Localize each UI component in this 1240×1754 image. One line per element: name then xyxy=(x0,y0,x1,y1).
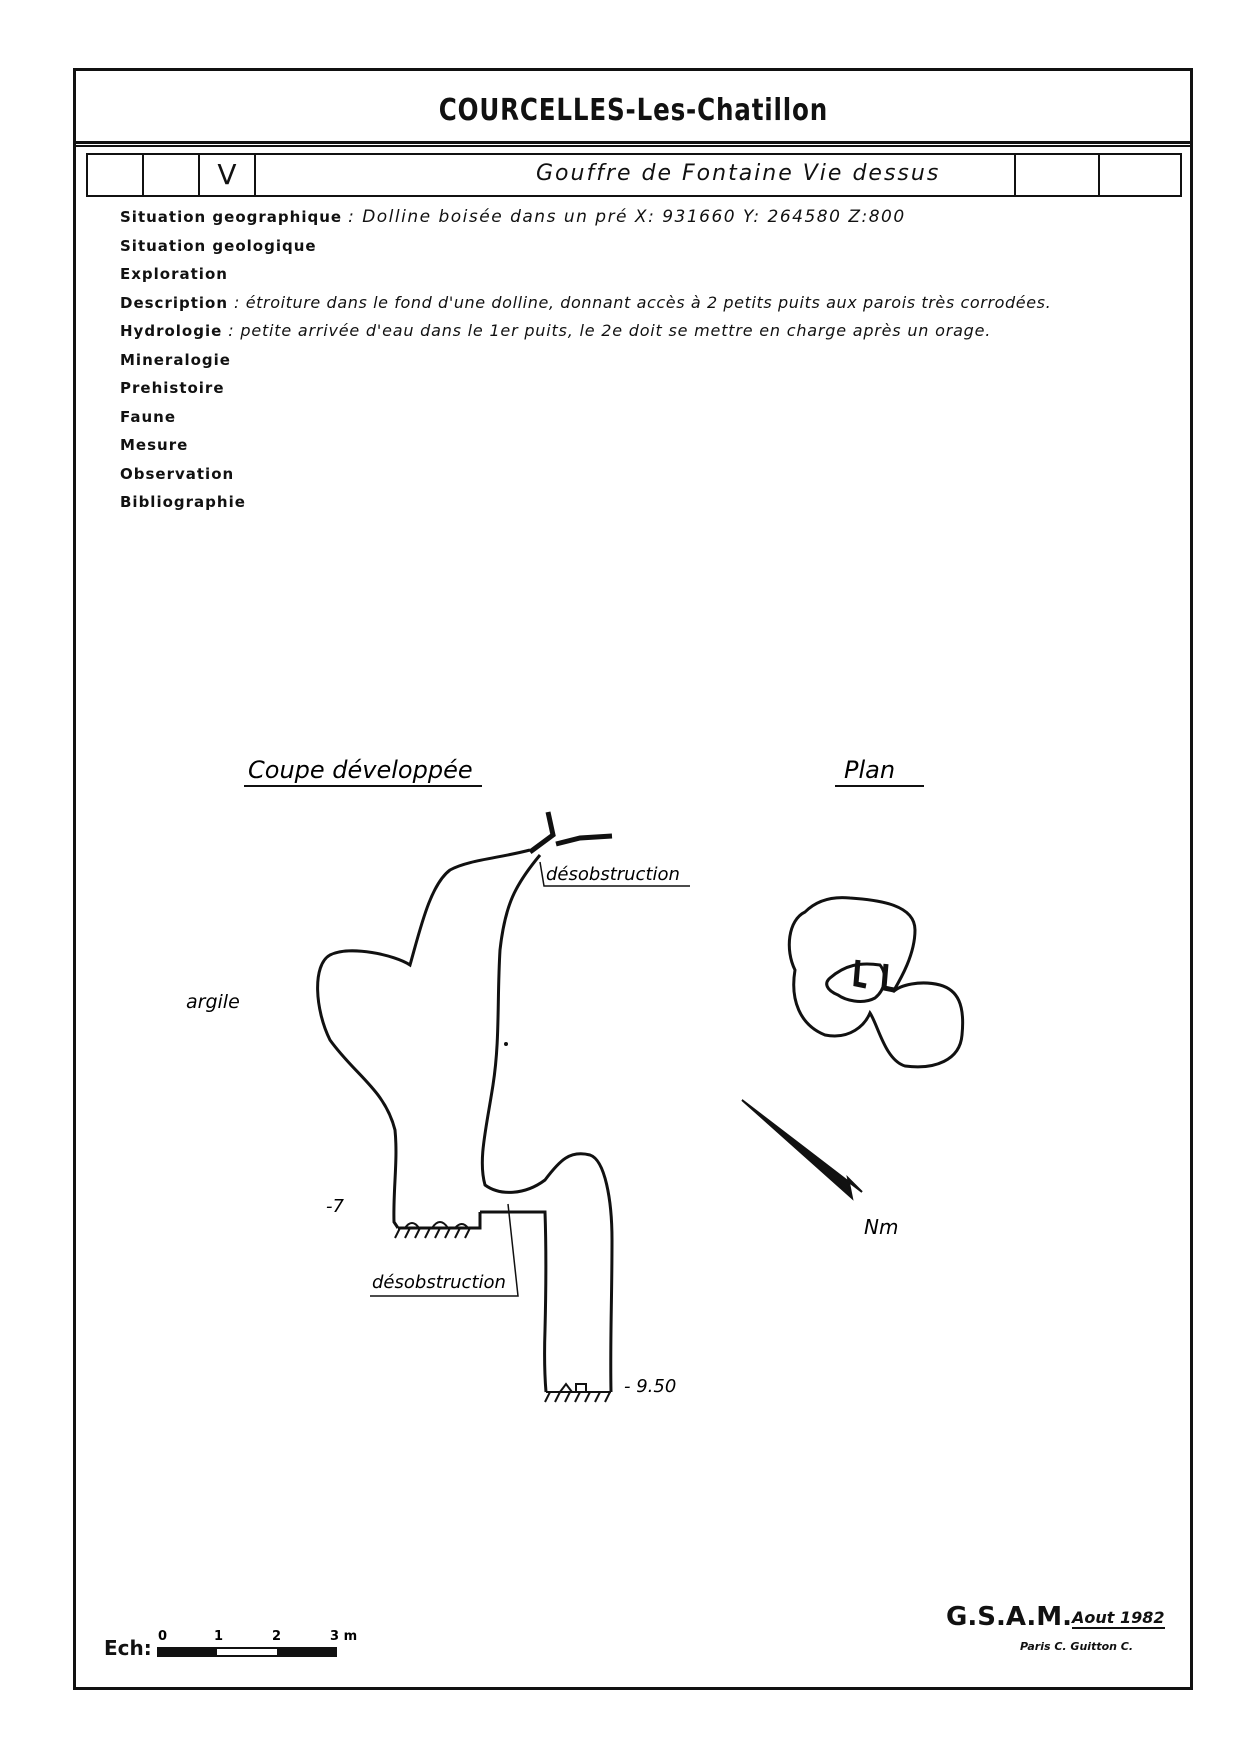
depth-label-1: -7 xyxy=(326,1196,344,1217)
cave-name: Gouffre de Fontaine Vie dessus xyxy=(536,161,941,186)
depth-label-2: - 9.50 xyxy=(624,1376,677,1397)
water-drop-marker xyxy=(504,1042,508,1046)
entrance-marking-2 xyxy=(556,836,612,844)
scale-bar-segment-1 xyxy=(158,1648,217,1656)
footer-authors: Paris C. Guitton C. xyxy=(1020,1640,1134,1653)
north-label: Nm xyxy=(864,1215,899,1239)
field-value: : Dolline boisée dans un pré X: 931660 Y: 264580 Z:800 xyxy=(348,207,906,227)
field-label: Situation geologique xyxy=(120,236,317,255)
field-label: Prehistoire xyxy=(120,379,225,397)
label-desobstruction-top: désobstruction xyxy=(546,864,680,885)
field-value: : petite arrivée d'eau dans le 1er puits, le 2e doit se mettre en charge après un orage. xyxy=(228,321,992,340)
floor-hatching-2 xyxy=(545,1384,611,1402)
footer-org: G.S.A.M. xyxy=(946,1602,1073,1632)
class-code: V xyxy=(200,155,256,195)
field-label: Description xyxy=(120,293,229,312)
scale-label: Ech: xyxy=(104,1636,152,1660)
section-outline-right-wall xyxy=(482,855,612,1392)
field-label: Hydrologie xyxy=(120,322,223,340)
footer-date: Aout 1982 xyxy=(1072,1608,1165,1627)
section-title: Coupe développée xyxy=(248,756,473,784)
section-outline-shaft-left xyxy=(480,1212,546,1392)
field-value: : étroiture dans le fond d'une dolline, donnant accès à 2 petits puits aux parois très corrodées. xyxy=(234,292,1052,312)
field-label: Faune xyxy=(120,407,177,426)
floor-hatching-1 xyxy=(395,1222,470,1238)
north-arrow xyxy=(742,1100,862,1198)
field-label: Mesure xyxy=(120,436,189,454)
field-label: Situation geographique xyxy=(120,208,343,226)
entrance-marking xyxy=(530,812,553,852)
scale-tick-0: 0 xyxy=(158,1629,168,1644)
field-label: Bibliographie xyxy=(120,493,246,511)
field-label: Observation xyxy=(120,464,235,483)
scale-tick-3: 3 m xyxy=(330,1629,358,1644)
scale-tick-1: 1 xyxy=(214,1629,224,1644)
scale-bar-segment-3 xyxy=(277,1648,336,1656)
plan-shaft-2 xyxy=(884,964,894,990)
plan-outline xyxy=(789,898,962,1067)
scale-tick-2: 2 xyxy=(272,1629,282,1644)
label-argile: argile xyxy=(186,991,240,1013)
page-title: COURCELLES-Les-Chatillon xyxy=(438,93,828,128)
section-outline-floor-left xyxy=(398,1212,480,1228)
field-label: Exploration xyxy=(120,265,228,283)
field-label: Mineralogie xyxy=(120,350,231,369)
plan-title: Plan xyxy=(844,756,896,784)
label-desobstruction-bottom: désobstruction xyxy=(372,1272,506,1293)
